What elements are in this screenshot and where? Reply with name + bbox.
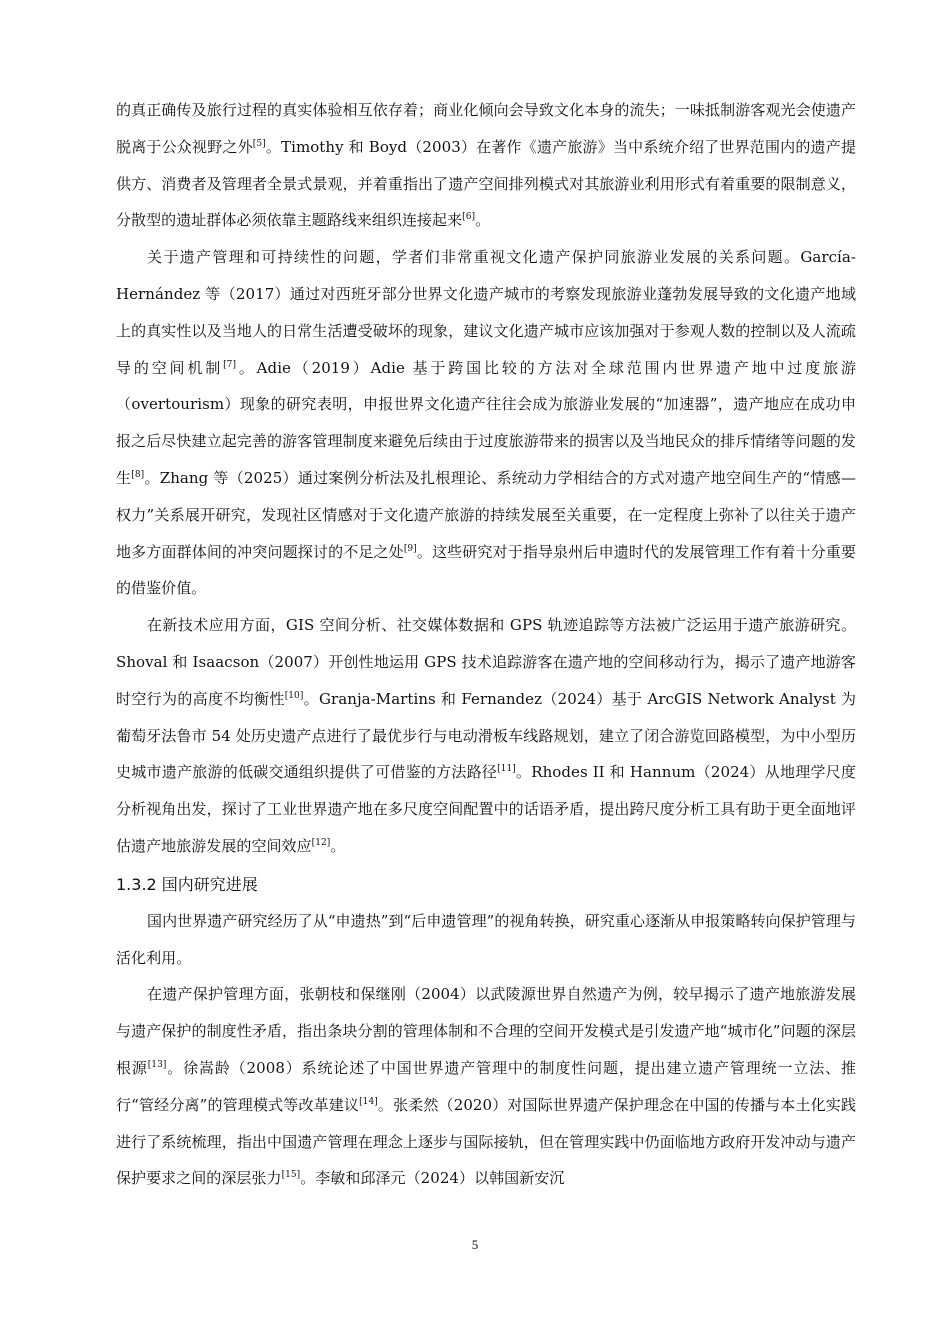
text-run: 在新技术应用方面，GIS 空间分析、社交媒体数据和 GPS 轨迹追踪等方法被广泛运用于遗产旅游研究。Shoval 和 Isaacson（2007）开创性地运用 GPS 技术追踪游客在遗产地的空间移动行为，揭示了遗产地游客时空行为的高度不均衡性 bbox=[116, 616, 856, 708]
citation-ref: [15] bbox=[281, 1170, 301, 1181]
section-heading: 1.3.2 国内研究进展 bbox=[116, 874, 258, 894]
text-run: 。徐嵩龄（2008）系统论述了中国世界遗产管理中的制度性问题，提出建立遗产管理统一立法、推行“管经分离”的管理模式等改革建议 bbox=[116, 1058, 856, 1114]
citation-ref: [12] bbox=[311, 837, 331, 848]
document-body bbox=[116, 92, 856, 1197]
text-run: 关于遗产管理和可持续性的问题，学者们非常重视文化遗产保护同旅游业发展的关系问题。García-Hernández 等（2017）通过对西班牙部分世界文化遗产城市的考察发现旅游业蓬勃发展导致的文化遗产地域上的真实性以及当地人的日常生活遭受破坏的现象，建议文化遗产城市应该加强对于参观人数的控制以及人流疏导的空间机制 bbox=[116, 248, 856, 377]
text-run: 的真正确传及旅行过程的真实体验相互依存着；商业化倾向会导致文化本身的流失；一味抵制游客观光会使遗产脱离于公众视野之外 bbox=[116, 101, 856, 156]
citation-ref: [11] bbox=[497, 764, 516, 775]
citation-ref: [8] bbox=[131, 469, 145, 480]
citation-ref: [14] bbox=[359, 1096, 378, 1107]
paragraph-group-bottom bbox=[116, 903, 856, 1197]
citation-ref: [10] bbox=[284, 690, 304, 701]
text-run: 。李敏和邱泽元（2024）以韩国新安沉 bbox=[300, 1169, 565, 1188]
text-run: 。 bbox=[475, 211, 491, 230]
text-run: 国内世界遗产研究经历了从“申遗热”到“后申遗管理”的视角转换，研究重心逐渐从申报策略转向保护管理与活化利用。 bbox=[116, 911, 856, 967]
text-run: 。Zhang 等（2025）通过案例分析法及扎根理论、系统动力学相结合的方式对遗产地空间生产的“情感—权力”关系展开研究，发现社区情感对于文化遗产旅游的持续发展至关重要，在一定程度上弥补了以往关于遗产地多方面群体间的冲突问题探讨的不足之处 bbox=[116, 468, 856, 561]
paragraph bbox=[116, 976, 856, 1197]
citation-ref: [5] bbox=[252, 138, 266, 149]
text-run: 。Adie（2019）Adie 基于跨国比较的方法对全球范围内世界遗产地中过度旅游（overtourism）现象的研究表明，申报世界文化遗产往往会成为旅游业发展的“加速器”，遗产地应在成功申报之后尽快建立起完善的游客管理制度来避免后续由于过度旅游带来的损害以及当地民众的排斥情绪等问题的发生 bbox=[116, 358, 856, 487]
citation-ref: [6] bbox=[462, 212, 476, 223]
text-run: 。 bbox=[330, 836, 346, 855]
text-run: 。Granja-Martins 和 Fernandez（2024）基于 ArcGIS Network Analyst 为葡萄牙法鲁市 54 处历史遗产点进行了最优步行与电动滑板车线路规划，建立了闭合游览回路模型，为中小型历史城市遗产旅游的低碳交通组织提供了可借鉴的方法路径 bbox=[116, 689, 856, 782]
text-run: 。这些研究对于指导泉州后申遗时代的发展管理工作有着十分重要的借鉴价值。 bbox=[116, 542, 857, 598]
citation-ref: [9] bbox=[403, 543, 417, 554]
text-run: 在遗产保护管理方面，张朝枝和保继刚（2004）以武陵源世界自然遗产为例，较早揭示了遗产地旅游发展与遗产保护的制度性矛盾，指出条块分割的管理体制和不合理的空间开发模式是引发遗产地“城市化”问题的深层根源 bbox=[116, 985, 856, 1077]
text-run: 。Timothy 和 Boyd（2003）在著作《遗产旅游》当中系统介绍了世界范围内的遗产提供方、消费者及管理者全景式景观，并着重指出了遗产空间排列模式对其旅游业利用形式有着重要的限制意义，分散型的遗址群体必须依靠主题路线来组织连接起来 bbox=[116, 137, 856, 230]
paragraph-group-top bbox=[116, 92, 856, 865]
text-run: 。Rhodes II 和 Hannum（2024）从地理学尺度分析视角出发，探讨了工业世界遗产地在多尺度空间配置中的话语矛盾，提出跨尺度分析工具有助于更全面地评估遗产地旅游发展的空间效应 bbox=[116, 763, 856, 855]
paragraph bbox=[116, 607, 856, 865]
paragraph bbox=[116, 92, 856, 239]
page-number: 5 bbox=[471, 1237, 479, 1252]
citation-ref: [13] bbox=[147, 1059, 167, 1070]
text-run: 。张柔然（2020）对国际世界遗产保护理念在中国的传播与本土化实践进行了系统梳理，指出中国遗产管理在理念上逐步与国际接轨，但在管理实践中仍面临地方政府开发冲动与遗产保护要求之间的深层张力 bbox=[116, 1095, 856, 1188]
citation-ref: [7] bbox=[223, 359, 237, 370]
paragraph bbox=[116, 239, 856, 607]
paragraph bbox=[116, 903, 856, 977]
